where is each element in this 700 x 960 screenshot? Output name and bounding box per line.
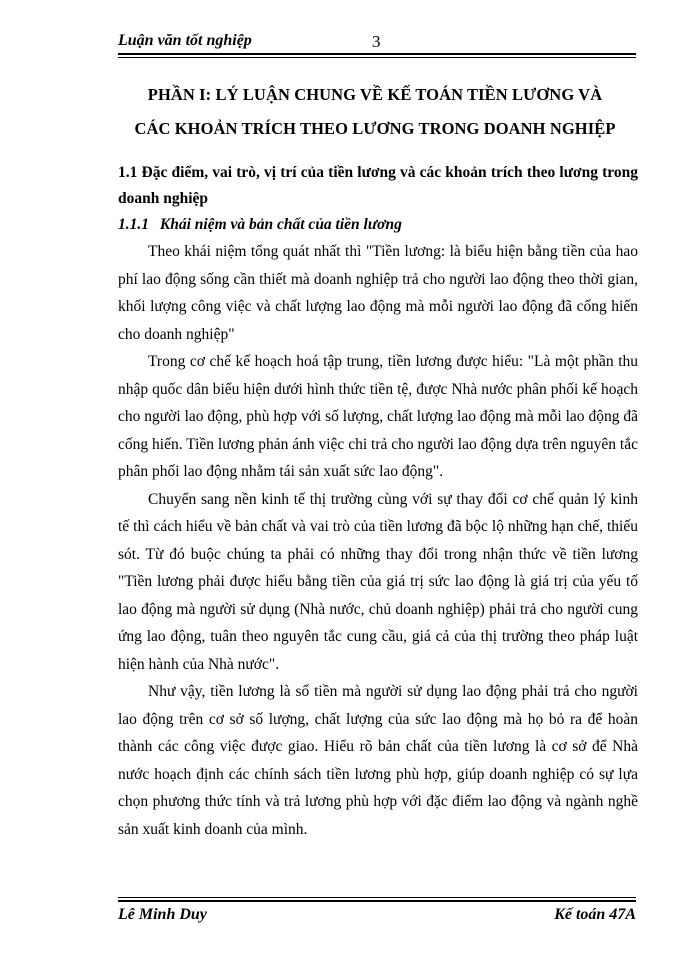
- section-number: 1.1.1: [118, 216, 149, 233]
- section-heading-1-1-1: [118, 212, 638, 238]
- footer-rule-thick: [118, 900, 636, 902]
- header-thesis-label: Luận văn tốt nghiệp: [118, 32, 252, 49]
- footer-author: Lê Minh Duy: [118, 906, 207, 923]
- part-title-line-1: PHẦN I: LÝ LUẬN CHUNG VỀ KẾ TOÁN TIỀN LƯƠNG VÀ: [147, 85, 603, 104]
- page-number: 3: [372, 32, 381, 51]
- paragraph-4: Như vậy, tiền lương là số tiền mà người sử dụng lao động phải trả cho người lao động trên cơ sở số lượng, chất lượng của sức lao động mà họ bỏ ra để hoàn thành các công việc được giao. Hiểu rõ bản chất của tiền lương là cơ sở để Nhà nước hoạch định các chính sách tiền lương phù hợp, giúp doanh nghiệp có sự lựa chọn phương thức tính và trả lương phù hợp với đặc điểm lao động và ngành nghề sản xuất kinh doanh của mình.: [118, 683, 638, 838]
- footer-rule-thin: [118, 897, 636, 898]
- body-text: [118, 238, 638, 843]
- page-header: [118, 30, 636, 52]
- paragraph-1: Theo khái niệm tổng quát nhất thì "Tiền lương: là biểu hiện bằng tiền của hao phí lao động sống cần thiết mà doanh nghiệp trả cho người lao động theo thời gian, khối lượng công việc và chất lượng lao động mà mỗi người lao động đã cống hiến cho doanh nghiệp": [118, 243, 638, 343]
- paragraph-3: Chuyển sang nền kinh tế thị trường cùng với sự thay đổi cơ chế quản lý kinh tế thì cách hiểu về bản chất và vai trò của tiền lương đã bộc lộ những hạn chế, thiếu sót. Từ đó buộc chúng ta phải có những thay đổi trong nhận thức về tiền lương "Tiền lương phải được hiểu bằng tiền của giá trị sức lao động là giá trị của yếu tố lao động mà người sử dụng (Nhà nước, chủ doanh nghiệp) phải trả cho người cung ứng lao động, tuân theo nguyên tắc cung cầu, giá cả của thị trường theo pháp luật hiện hành của Nhà nước".: [118, 490, 638, 673]
- section-heading-1-1: 1.1 Đặc điểm, vai trò, vị trí của tiền lương và các khoản trích theo lương trong doanh nghiệp: [118, 164, 638, 207]
- header-rule-thick: [118, 53, 636, 55]
- page-footer: [118, 906, 636, 928]
- part-title-line-2: CÁC KHOẢN TRÍCH THEO LƯƠNG TRONG DOANH NGHIỆP: [134, 119, 616, 138]
- header-rule-thin: [118, 57, 636, 58]
- footer-class: Kế toán 47A: [554, 906, 636, 923]
- part-title: [110, 78, 640, 146]
- paragraph-2: Trong cơ chế kế hoạch hoá tập trung, tiền lương được hiểu: "Là một phần thu nhập quốc dân biểu hiện dưới hình thức tiền tệ, được Nhà nước phân phối kế hoạch cho người lao động, phù hợp với số lượng, chất lượng lao động mà mỗi lao động đã cống hiến. Tiền lương phản ánh việc chi trả cho người lao động dựa trên nguyên tắc phân phối lao động nhằm tái sản xuất sức lao động".: [118, 353, 638, 480]
- section-title: Khái niệm và bản chất của tiền lương: [159, 216, 402, 233]
